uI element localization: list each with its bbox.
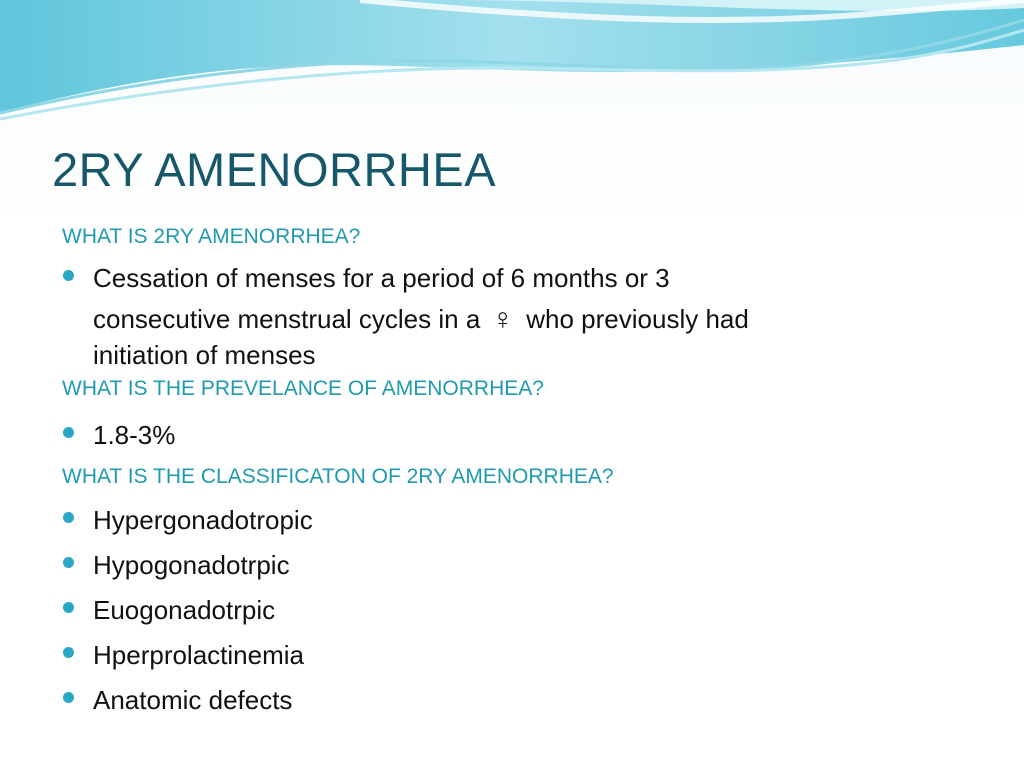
definition-line-2-before: consecutive menstrual cycles in a xyxy=(93,304,481,334)
definition-bullet xyxy=(62,260,962,368)
definition-line-2-after: who previously had xyxy=(526,304,749,334)
classification-bullet xyxy=(62,678,962,723)
question-classification: WHAT IS THE CLASSIFICATON OF 2RY AMENORRHEA? xyxy=(62,465,614,488)
slide-content xyxy=(62,222,962,723)
female-icon: ♀ xyxy=(491,303,515,336)
classification-bullet xyxy=(62,543,962,588)
classification-bullet xyxy=(62,498,962,543)
classification-item: Anatomic defects xyxy=(93,685,293,715)
prevalence-value: 1.8-3% xyxy=(93,420,176,450)
classification-item: Hperprolactinemia xyxy=(93,640,304,670)
classification-item: Hypogonadotrpic xyxy=(93,550,290,580)
prevalence-bullet xyxy=(62,413,962,458)
question-definition: WHAT IS 2RY AMENORRHEA? xyxy=(62,225,361,248)
definition-line-1: Cessation of menses for a period of 6 months or 3 xyxy=(93,263,670,293)
bullet-icon xyxy=(63,602,74,613)
question-prevalence: WHAT IS THE PREVELANCE OF AMENORRHEA? xyxy=(62,377,544,400)
bullet-icon xyxy=(63,270,74,281)
definition-line-3: initiation of menses xyxy=(93,340,316,370)
classification-bullet xyxy=(62,633,962,678)
bullet-icon xyxy=(63,427,74,438)
classification-item: Hypergonadotropic xyxy=(93,505,313,535)
classification-bullet xyxy=(62,588,962,633)
bullet-icon xyxy=(63,647,74,658)
definition-line-2 xyxy=(93,296,962,342)
bullet-icon xyxy=(63,512,74,523)
classification-item: Euogonadotrpic xyxy=(93,595,276,625)
slide-title: 2RY AMENORRHEA xyxy=(52,143,497,196)
header-wave-decoration xyxy=(0,0,1024,130)
bullet-icon xyxy=(63,557,74,568)
bullet-icon xyxy=(63,692,74,703)
